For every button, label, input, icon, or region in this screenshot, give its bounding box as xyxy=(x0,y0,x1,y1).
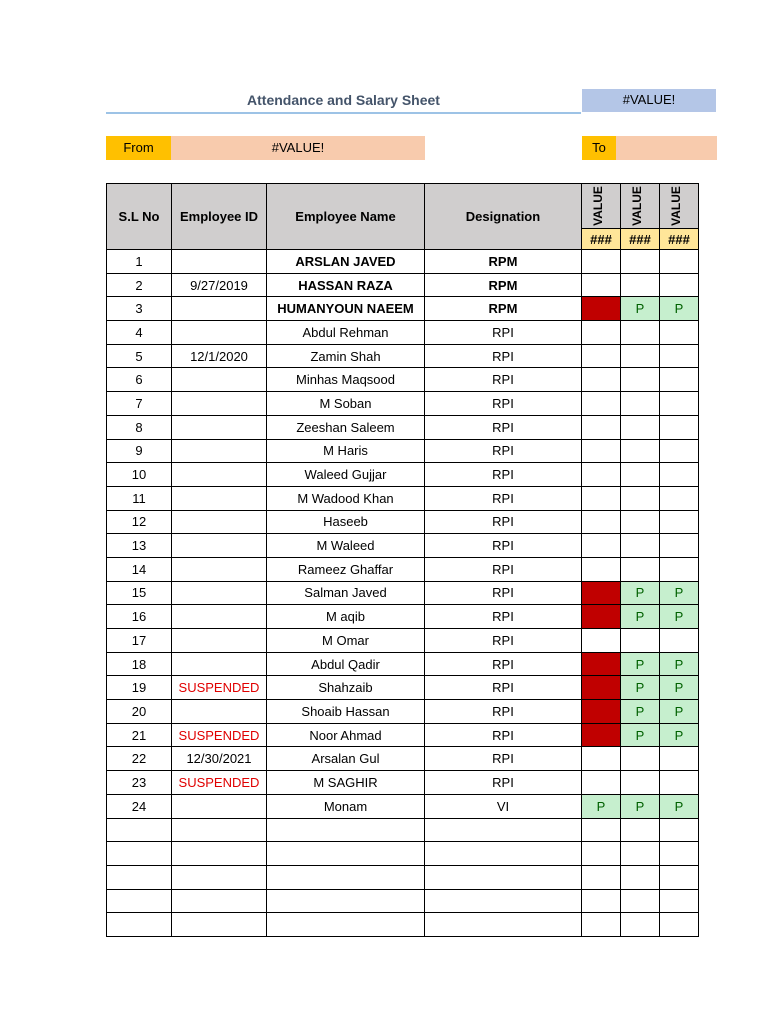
attendance-cell[interactable] xyxy=(660,273,699,297)
attendance-cell[interactable] xyxy=(582,700,621,724)
table-row xyxy=(107,392,699,416)
employee-name-cell[interactable]: M Waleed xyxy=(267,534,425,558)
table-row xyxy=(107,771,699,795)
designation-cell[interactable] xyxy=(425,818,582,842)
sl-no-cell[interactable]: 5 xyxy=(107,344,172,368)
attendance-cell[interactable]: P xyxy=(660,676,699,700)
employee-id-cell[interactable] xyxy=(172,842,267,866)
designation-cell[interactable]: RPM xyxy=(425,297,582,321)
attendance-cell[interactable] xyxy=(660,771,699,795)
sl-no-cell[interactable]: 2 xyxy=(107,273,172,297)
attendance-cell[interactable]: P xyxy=(660,605,699,629)
employee-id-cell[interactable] xyxy=(172,392,267,416)
table-row xyxy=(107,794,699,818)
table-row xyxy=(107,510,699,534)
sl-no-cell[interactable]: 19 xyxy=(107,676,172,700)
employee-name-cell[interactable] xyxy=(267,842,425,866)
attendance-cell[interactable] xyxy=(621,321,660,345)
day-1-value: ### xyxy=(582,229,621,250)
employee-id-cell[interactable]: SUSPENDED xyxy=(172,771,267,795)
sl-no-cell[interactable]: 9 xyxy=(107,439,172,463)
designation-cell[interactable]: RPI xyxy=(425,629,582,653)
attendance-cell[interactable] xyxy=(582,415,621,439)
attendance-cell[interactable] xyxy=(582,913,621,937)
table-row xyxy=(107,321,699,345)
employee-name-cell[interactable]: Haseeb xyxy=(267,510,425,534)
attendance-cell[interactable] xyxy=(621,273,660,297)
employee-id-cell[interactable] xyxy=(172,605,267,629)
attendance-cell[interactable] xyxy=(621,865,660,889)
employee-id-cell[interactable]: 12/1/2020 xyxy=(172,344,267,368)
employee-id-cell[interactable] xyxy=(172,297,267,321)
attendance-cell[interactable]: P xyxy=(621,605,660,629)
attendance-cell[interactable] xyxy=(660,629,699,653)
employee-id-cell[interactable] xyxy=(172,415,267,439)
designation-cell[interactable]: VI xyxy=(425,794,582,818)
table-row xyxy=(107,368,699,392)
attendance-cell[interactable] xyxy=(660,889,699,913)
attendance-cell[interactable] xyxy=(582,865,621,889)
sl-no-cell[interactable]: 23 xyxy=(107,771,172,795)
attendance-cell[interactable]: P xyxy=(660,794,699,818)
table-row xyxy=(107,865,699,889)
header-employee-name: Employee Name xyxy=(267,184,425,250)
attendance-cell[interactable] xyxy=(582,771,621,795)
sl-no-cell[interactable]: 8 xyxy=(107,415,172,439)
designation-cell[interactable]: RPI xyxy=(425,557,582,581)
designation-cell[interactable]: RPI xyxy=(425,652,582,676)
employee-id-cell[interactable] xyxy=(172,581,267,605)
attendance-cell[interactable] xyxy=(582,818,621,842)
table-row xyxy=(107,676,699,700)
attendance-cell[interactable] xyxy=(660,392,699,416)
attendance-cell[interactable] xyxy=(621,889,660,913)
attendance-cell[interactable] xyxy=(660,818,699,842)
sl-no-cell[interactable]: 1 xyxy=(107,250,172,274)
sl-no-cell[interactable] xyxy=(107,913,172,937)
employee-id-cell[interactable] xyxy=(172,889,267,913)
attendance-cell[interactable]: P xyxy=(621,700,660,724)
employee-id-cell[interactable] xyxy=(172,794,267,818)
attendance-cell[interactable]: P xyxy=(621,297,660,321)
day-3-label: VALUE xyxy=(669,186,683,226)
employee-name-cell[interactable]: HUMANYOUN NAEEM xyxy=(267,297,425,321)
sl-no-cell[interactable] xyxy=(107,842,172,866)
employee-id-cell[interactable] xyxy=(172,557,267,581)
attendance-cell[interactable] xyxy=(660,250,699,274)
employee-id-cell[interactable] xyxy=(172,700,267,724)
attendance-cell[interactable] xyxy=(582,273,621,297)
attendance-cell[interactable] xyxy=(621,913,660,937)
employee-name-cell[interactable]: Rameez Ghaffar xyxy=(267,557,425,581)
sl-no-cell[interactable]: 17 xyxy=(107,629,172,653)
sl-no-cell[interactable]: 12 xyxy=(107,510,172,534)
employee-name-cell[interactable]: Zamin Shah xyxy=(267,344,425,368)
sl-no-cell[interactable]: 4 xyxy=(107,321,172,345)
sl-no-cell[interactable]: 7 xyxy=(107,392,172,416)
employee-id-cell[interactable]: SUSPENDED xyxy=(172,723,267,747)
attendance-cell[interactable] xyxy=(582,250,621,274)
designation-cell[interactable]: RPM xyxy=(425,250,582,274)
attendance-cell[interactable] xyxy=(582,392,621,416)
attendance-cell[interactable] xyxy=(621,629,660,653)
attendance-cell[interactable] xyxy=(660,842,699,866)
attendance-cell[interactable]: P xyxy=(660,581,699,605)
attendance-cell[interactable] xyxy=(582,439,621,463)
employee-id-cell[interactable] xyxy=(172,865,267,889)
table-row xyxy=(107,700,699,724)
attendance-cell[interactable]: P xyxy=(582,794,621,818)
designation-cell[interactable] xyxy=(425,913,582,937)
table-row xyxy=(107,297,699,321)
attendance-cell[interactable] xyxy=(582,486,621,510)
sl-no-cell[interactable]: 11 xyxy=(107,486,172,510)
attendance-cell[interactable]: P xyxy=(621,581,660,605)
table-row xyxy=(107,415,699,439)
attendance-cell[interactable]: P xyxy=(660,700,699,724)
attendance-cell[interactable]: P xyxy=(621,794,660,818)
employee-name-cell[interactable]: M Soban xyxy=(267,392,425,416)
attendance-cell[interactable] xyxy=(660,344,699,368)
employee-name-cell[interactable]: Minhas Maqsood xyxy=(267,368,425,392)
table-row xyxy=(107,747,699,771)
table-row xyxy=(107,818,699,842)
attendance-cell[interactable] xyxy=(621,534,660,558)
sl-no-cell[interactable]: 15 xyxy=(107,581,172,605)
designation-cell[interactable]: RPI xyxy=(425,368,582,392)
sl-no-cell[interactable]: 14 xyxy=(107,557,172,581)
employee-name-cell[interactable]: ARSLAN JAVED xyxy=(267,250,425,274)
attendance-cell[interactable] xyxy=(660,463,699,487)
sl-no-cell[interactable]: 21 xyxy=(107,723,172,747)
header-sl-no: S.L No xyxy=(107,184,172,250)
attendance-cell[interactable] xyxy=(582,321,621,345)
designation-cell[interactable]: RPI xyxy=(425,344,582,368)
employee-name-cell[interactable]: M Wadood Khan xyxy=(267,486,425,510)
attendance-cell[interactable] xyxy=(582,842,621,866)
attendance-cell[interactable] xyxy=(621,510,660,534)
table-row xyxy=(107,439,699,463)
attendance-table xyxy=(106,183,699,937)
table-row xyxy=(107,557,699,581)
table-row xyxy=(107,889,699,913)
employee-id-cell[interactable] xyxy=(172,368,267,392)
from-value-cell[interactable]: #VALUE! xyxy=(171,136,425,160)
attendance-cell[interactable]: P xyxy=(621,652,660,676)
designation-cell[interactable]: RPI xyxy=(425,321,582,345)
attendance-cell[interactable] xyxy=(660,913,699,937)
employee-name-cell[interactable]: M Haris xyxy=(267,439,425,463)
attendance-cell[interactable] xyxy=(582,557,621,581)
attendance-cell[interactable] xyxy=(660,439,699,463)
table-row xyxy=(107,250,699,274)
designation-cell[interactable]: RPI xyxy=(425,439,582,463)
attendance-cell[interactable] xyxy=(621,818,660,842)
sl-no-cell[interactable]: 22 xyxy=(107,747,172,771)
employee-name-cell[interactable] xyxy=(267,818,425,842)
employee-id-cell[interactable] xyxy=(172,913,267,937)
day-1-label: VALUE xyxy=(591,186,605,226)
employee-name-cell[interactable]: Zeeshan Saleem xyxy=(267,415,425,439)
employee-name-cell[interactable]: Monam xyxy=(267,794,425,818)
table-body xyxy=(107,250,699,937)
to-value-cell[interactable] xyxy=(616,136,717,160)
day-2-label: VALUE xyxy=(630,186,644,226)
attendance-cell[interactable] xyxy=(582,368,621,392)
sl-no-cell[interactable] xyxy=(107,889,172,913)
employee-name-cell[interactable] xyxy=(267,913,425,937)
attendance-cell[interactable] xyxy=(621,557,660,581)
attendance-cell[interactable] xyxy=(660,510,699,534)
attendance-cell[interactable] xyxy=(660,486,699,510)
sl-no-cell[interactable] xyxy=(107,818,172,842)
employee-id-cell[interactable] xyxy=(172,629,267,653)
from-label: From xyxy=(106,136,171,160)
table-row xyxy=(107,486,699,510)
designation-cell[interactable]: RPI xyxy=(425,771,582,795)
sl-no-cell[interactable]: 6 xyxy=(107,368,172,392)
employee-name-cell[interactable]: M aqib xyxy=(267,605,425,629)
attendance-cell[interactable] xyxy=(621,771,660,795)
attendance-cell[interactable] xyxy=(582,344,621,368)
attendance-cell[interactable] xyxy=(582,652,621,676)
employee-name-cell[interactable] xyxy=(267,865,425,889)
header-designation: Designation xyxy=(425,184,582,250)
attendance-cell[interactable] xyxy=(582,629,621,653)
employee-id-cell[interactable] xyxy=(172,534,267,558)
sl-no-cell[interactable] xyxy=(107,865,172,889)
employee-name-cell[interactable]: Arsalan Gul xyxy=(267,747,425,771)
attendance-cell[interactable] xyxy=(582,747,621,771)
attendance-cell[interactable] xyxy=(660,747,699,771)
sl-no-cell[interactable]: 3 xyxy=(107,297,172,321)
sl-no-cell[interactable]: 13 xyxy=(107,534,172,558)
designation-cell[interactable]: RPI xyxy=(425,676,582,700)
designation-cell[interactable]: RPI xyxy=(425,581,582,605)
employee-id-cell[interactable] xyxy=(172,818,267,842)
table-row xyxy=(107,723,699,747)
attendance-cell[interactable] xyxy=(660,415,699,439)
attendance-cell[interactable]: P xyxy=(660,723,699,747)
attendance-cell[interactable]: P xyxy=(660,652,699,676)
employee-id-cell[interactable] xyxy=(172,463,267,487)
designation-cell[interactable]: RPI xyxy=(425,723,582,747)
employee-name-cell[interactable]: Noor Ahmad xyxy=(267,723,425,747)
attendance-cell[interactable] xyxy=(621,463,660,487)
designation-cell[interactable]: RPI xyxy=(425,747,582,771)
attendance-cell[interactable] xyxy=(582,463,621,487)
attendance-cell[interactable] xyxy=(621,392,660,416)
designation-cell[interactable]: RPI xyxy=(425,486,582,510)
table-row xyxy=(107,344,699,368)
attendance-cell[interactable] xyxy=(582,723,621,747)
employee-id-cell[interactable]: SUSPENDED xyxy=(172,676,267,700)
table-row xyxy=(107,629,699,653)
sl-no-cell[interactable]: 10 xyxy=(107,463,172,487)
value-error-cell[interactable]: #VALUE! xyxy=(582,89,716,112)
employee-name-cell[interactable] xyxy=(267,889,425,913)
attendance-cell[interactable] xyxy=(582,676,621,700)
employee-name-cell[interactable]: Abdul Qadir xyxy=(267,652,425,676)
employee-name-cell[interactable]: Salman Javed xyxy=(267,581,425,605)
sl-no-cell[interactable]: 18 xyxy=(107,652,172,676)
sl-no-cell[interactable]: 24 xyxy=(107,794,172,818)
header-day-2 xyxy=(621,184,660,229)
attendance-cell[interactable] xyxy=(621,415,660,439)
attendance-cell[interactable] xyxy=(660,368,699,392)
employee-id-cell[interactable] xyxy=(172,486,267,510)
designation-cell[interactable]: RPI xyxy=(425,605,582,629)
attendance-cell[interactable] xyxy=(582,297,621,321)
attendance-cell[interactable] xyxy=(660,534,699,558)
attendance-cell[interactable] xyxy=(621,486,660,510)
header-day-3 xyxy=(660,184,699,229)
table-row xyxy=(107,463,699,487)
employee-id-cell[interactable] xyxy=(172,250,267,274)
attendance-cell[interactable] xyxy=(621,439,660,463)
attendance-cell[interactable] xyxy=(621,344,660,368)
designation-cell[interactable]: RPI xyxy=(425,510,582,534)
employee-id-cell[interactable]: 9/27/2019 xyxy=(172,273,267,297)
attendance-cell[interactable] xyxy=(621,368,660,392)
attendance-cell[interactable] xyxy=(582,510,621,534)
employee-id-cell[interactable] xyxy=(172,510,267,534)
sheet-title: Attendance and Salary Sheet xyxy=(106,88,581,114)
attendance-cell[interactable] xyxy=(621,842,660,866)
attendance-cell[interactable] xyxy=(660,557,699,581)
table-row xyxy=(107,605,699,629)
attendance-cell[interactable]: P xyxy=(660,297,699,321)
designation-cell[interactable]: RPI xyxy=(425,463,582,487)
designation-cell[interactable]: RPM xyxy=(425,273,582,297)
employee-name-cell[interactable]: Shoaib Hassan xyxy=(267,700,425,724)
employee-id-cell[interactable]: 12/30/2021 xyxy=(172,747,267,771)
table-row xyxy=(107,913,699,937)
designation-cell[interactable]: RPI xyxy=(425,392,582,416)
attendance-cell[interactable]: P xyxy=(621,676,660,700)
designation-cell[interactable]: RPI xyxy=(425,415,582,439)
day-3-value: ### xyxy=(660,229,699,250)
sl-no-cell[interactable]: 20 xyxy=(107,700,172,724)
attendance-cell[interactable] xyxy=(582,581,621,605)
employee-name-cell[interactable]: HASSAN RAZA xyxy=(267,273,425,297)
attendance-cell[interactable] xyxy=(582,534,621,558)
table-row xyxy=(107,534,699,558)
designation-cell[interactable]: RPI xyxy=(425,534,582,558)
employee-id-cell[interactable] xyxy=(172,439,267,463)
employee-name-cell[interactable]: Abdul Rehman xyxy=(267,321,425,345)
table-row xyxy=(107,842,699,866)
day-2-value: ### xyxy=(621,229,660,250)
employee-name-cell[interactable]: M Omar xyxy=(267,629,425,653)
employee-id-cell[interactable] xyxy=(172,652,267,676)
employee-name-cell[interactable]: M SAGHIR xyxy=(267,771,425,795)
employee-name-cell[interactable]: Shahzaib xyxy=(267,676,425,700)
table-row xyxy=(107,581,699,605)
attendance-cell[interactable] xyxy=(660,321,699,345)
attendance-cell[interactable] xyxy=(660,865,699,889)
designation-cell[interactable]: RPI xyxy=(425,700,582,724)
attendance-cell[interactable] xyxy=(621,250,660,274)
attendance-cell[interactable]: P xyxy=(621,723,660,747)
employee-id-cell[interactable] xyxy=(172,321,267,345)
to-label: To xyxy=(582,136,616,160)
sl-no-cell[interactable]: 16 xyxy=(107,605,172,629)
attendance-cell[interactable] xyxy=(582,605,621,629)
header-employee-id: Employee ID xyxy=(172,184,267,250)
header-day-1 xyxy=(582,184,621,229)
designation-cell[interactable] xyxy=(425,865,582,889)
designation-cell[interactable] xyxy=(425,842,582,866)
designation-cell[interactable] xyxy=(425,889,582,913)
employee-name-cell[interactable]: Waleed Gujjar xyxy=(267,463,425,487)
table-row xyxy=(107,652,699,676)
table-row xyxy=(107,273,699,297)
attendance-cell[interactable] xyxy=(621,747,660,771)
attendance-cell[interactable] xyxy=(582,889,621,913)
